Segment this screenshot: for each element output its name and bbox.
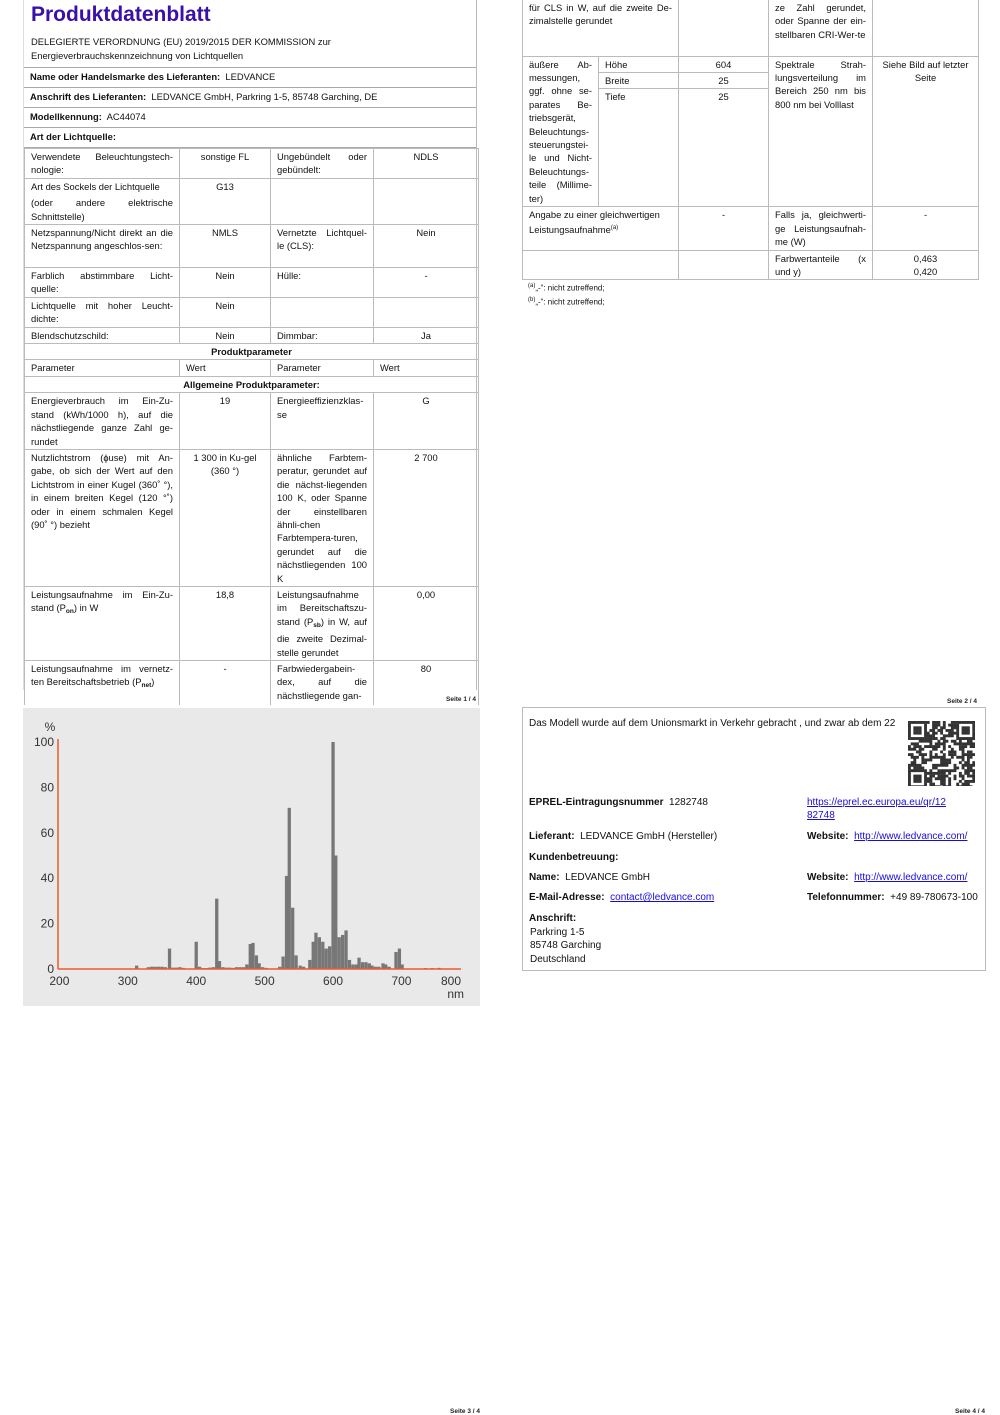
spectrum-bar <box>328 946 331 969</box>
col-header: Wert <box>180 360 271 376</box>
dim-value: 25 <box>679 89 769 207</box>
x-tick-label: 400 <box>186 974 207 988</box>
cell: Lichtquelle mit hoher Leucht-dichte: <box>25 297 180 327</box>
params-heading: Produktparameter <box>25 344 479 360</box>
spectrum-bar <box>288 808 291 969</box>
spectrum-bar <box>364 962 367 969</box>
table-row <box>523 207 979 250</box>
spectrum-bar <box>308 960 311 969</box>
model-row <box>24 108 476 128</box>
spectrum-bar <box>361 962 364 969</box>
cell: Farblich abstimmbare Licht-quelle: <box>25 268 180 298</box>
qr-code <box>908 721 975 786</box>
cell: Nein <box>180 268 271 298</box>
cell: G13 <box>180 178 271 224</box>
spectrum-bar <box>168 949 171 969</box>
cell: Vernetzte Lichtquel-le (CLS): <box>271 225 374 268</box>
spectrum-bar <box>314 933 317 969</box>
cell: Hülle: <box>271 268 374 298</box>
spectrum-bar <box>291 908 294 969</box>
cell <box>523 250 679 280</box>
regulation-line-2: Energieverbrauchskennzeichnung von Lichtquellen <box>31 50 244 61</box>
address-heading: Anschrift: <box>529 913 577 924</box>
spectrum-bar <box>325 949 328 969</box>
cell: Netzspannung/Nicht direkt an die Netzspannung angeschlos-sen: <box>25 225 180 268</box>
x-tick-label: 500 <box>254 974 275 988</box>
model-value: AC44074 <box>106 111 146 122</box>
cell <box>873 0 979 56</box>
cell: ze Zahl gerundet, oder Spanne der ein-stellbaren CRI-Wer-te <box>769 0 873 56</box>
table-row <box>25 178 479 224</box>
cell: Angabe zu einer gleichwertigen Leistungsaufnahme$^{(a)}$ <box>523 207 679 250</box>
eprel-link[interactable]: https://eprel.ec.europa.eu/qr/12 82748 <box>807 797 946 822</box>
cell: Energieverbrauch im Ein-Zu-stand (kWh/1000 h), auf die nächstliegende ganze Zahl ge-rundet <box>25 393 180 450</box>
light-source-type-heading: Art der Lichtquelle: <box>24 128 476 148</box>
table-row <box>25 661 479 705</box>
table-row <box>523 56 979 72</box>
address-label: Anschrift des Lieferanten: <box>30 91 147 102</box>
x-tick-label: 300 <box>117 974 138 988</box>
cell: Nein <box>180 327 271 343</box>
model-label: Modellkennung: <box>30 111 102 122</box>
cell: 19 <box>180 393 271 450</box>
spectrum-bar <box>394 952 397 969</box>
cell <box>374 297 479 327</box>
address-value: LEDVANCE GmbH, Parkring 1-5, 85748 Garching, DE <box>151 91 378 102</box>
cell: Nein <box>374 225 479 268</box>
dim-key: Tiefe <box>599 89 679 207</box>
email-row: E-Mail-Adresse: contact@ledvance.com <box>529 892 715 903</box>
page-number: Seite 1 / 4 <box>446 696 476 703</box>
socket-label: Art des Sockels der Lichtquelle <box>31 180 160 192</box>
spectrum-bar <box>195 942 198 969</box>
spectrum-bar <box>321 942 324 969</box>
spectrum-bar <box>258 963 261 969</box>
table-row <box>25 393 479 450</box>
website-link[interactable]: http://www.ledvance.com/ <box>854 831 968 842</box>
spectrum-bar <box>218 961 221 969</box>
x-tick-label: 700 <box>391 974 412 988</box>
footnote-b: $^{(b)}$„-“: nicht zutreffend; <box>528 297 605 307</box>
parameter-table-continued <box>522 0 979 280</box>
col-header: Wert <box>374 360 479 376</box>
address-row <box>24 88 476 108</box>
website2-row: Website: http://www.ledvance.com/ <box>807 872 968 883</box>
supplier-label: Name oder Handelsmarke des Lieferanten: <box>30 71 221 82</box>
cell: - <box>679 207 769 250</box>
table-row <box>25 149 479 179</box>
dim-key: Breite <box>599 72 679 88</box>
website2-link[interactable]: http://www.ledvance.com/ <box>854 872 968 883</box>
cell: Nein <box>180 297 271 327</box>
page-number: Seite 2 / 4 <box>947 698 977 705</box>
cell: Blendschutzschild: <box>25 327 180 343</box>
cell <box>679 250 769 280</box>
cell: NMLS <box>180 225 271 268</box>
socket-extra: (oder andere elektrische Schnittstelle) <box>31 197 173 222</box>
cell: Verwendete Beleuchtungstech-nologie: <box>25 149 180 179</box>
cell: - <box>180 661 271 705</box>
header-row <box>25 360 479 376</box>
footnote-a: $^{(a)}$„-“: nicht zutreffend; <box>528 283 605 293</box>
spd-value: Siehe Bild auf letzter Seite <box>873 56 979 207</box>
cell <box>374 178 479 224</box>
name-row: Name: LEDVANCE GmbH <box>529 872 650 883</box>
cell: Energieeffizienzklas-se <box>271 393 374 450</box>
page-number: Seite 3 / 4 <box>450 1408 480 1415</box>
cell: - <box>873 207 979 250</box>
cell: 80 <box>374 661 479 705</box>
cell: Falls ja, gleichwerti-ge Leistungsaufnah-me (W) <box>769 207 873 250</box>
spectrum-bar <box>281 957 284 969</box>
supplier-row <box>24 68 476 88</box>
page-4 <box>522 707 986 971</box>
cell: Dimmbar: <box>271 327 374 343</box>
page-title: Produktdatenblatt <box>31 3 211 26</box>
cell: 1 300 in Ku-gel (360 °) <box>180 449 271 586</box>
cell: ähnliche Farbtem-peratur, gerundet auf die nächst-liegenden 100 K, oder Spanne der einstellbaren ähnli-chen Farbtempera-turen, gerundet auf die nächstliegenden 100 K <box>271 449 374 586</box>
dim-value: 25 <box>679 72 769 88</box>
x-axis-label: nm <box>447 987 464 1001</box>
cell: 2 700 <box>374 449 479 586</box>
spectrum-bar <box>215 899 218 969</box>
supplier-value: LEDVANCE <box>225 71 276 82</box>
spectrum-bar <box>344 930 347 969</box>
light-source-table <box>24 148 479 705</box>
cell: G <box>374 393 479 450</box>
spectrum-bar <box>341 935 344 969</box>
spectrum-bar <box>338 937 341 969</box>
cell: 0,00 <box>374 586 479 660</box>
cell: sonstige FL <box>180 149 271 179</box>
cell <box>25 178 180 224</box>
table-row <box>25 297 479 327</box>
cell <box>679 0 769 56</box>
col-header: Parameter <box>271 360 374 376</box>
page-2 <box>522 0 978 307</box>
y-tick-label: 60 <box>40 825 54 840</box>
supplier-row: Lieferant: LEDVANCE GmbH (Hersteller) <box>529 831 718 842</box>
cell <box>271 178 374 224</box>
cell <box>271 297 374 327</box>
table-row <box>25 268 479 298</box>
spectrum-bar <box>318 937 321 969</box>
cell: Ja <box>374 327 479 343</box>
market-intro: Das Modell wurde auf dem Unionsmarkt in Verkehr gebracht , und zwar ab dem 22 <box>529 718 896 729</box>
spd-label: Spektrale Strah-lungsverteilung im Bereich 250 nm bis 800 nm bei Volllast <box>769 56 873 207</box>
spectrum-bar <box>251 943 254 969</box>
cell: für CLS in W, auf die zweite De-zimalstelle gerundet <box>523 0 679 56</box>
y-tick-label: 40 <box>40 871 54 886</box>
table-row <box>25 586 479 660</box>
spectrum-bar <box>334 856 337 970</box>
address-block: Parkring 1-5 85748 Garching Deutschland <box>530 927 602 965</box>
cell: Farbwiedergabein-dex, auf die nächstliegende gan- <box>271 661 374 705</box>
cell: Leistungsaufnahme im Ein-Zu-stand $(P_{on})$ in W <box>25 586 180 660</box>
table-row <box>25 327 479 343</box>
y-tick-label: 20 <box>40 916 54 931</box>
x-tick-label: 200 <box>49 974 70 988</box>
cell: Ungebündelt oder gebündelt: <box>271 149 374 179</box>
cell: Leistungsaufnahme im vernetz-ten Bereitschaftsbetrieb $(P_{net})$ <box>25 661 180 705</box>
spectrum-bar <box>294 955 297 969</box>
cell: Farbwertanteile (x und y) <box>769 250 873 280</box>
dim-value: 604 <box>679 56 769 72</box>
table-row <box>523 0 979 56</box>
cell: NDLS <box>374 149 479 179</box>
page-number: Seite 4 / 4 <box>955 1408 985 1415</box>
cell: 18,8 <box>180 586 271 660</box>
y-tick-label: 0 <box>47 962 54 976</box>
spectrum-bar <box>348 960 351 969</box>
table-row <box>25 449 479 586</box>
y-axis-label: % <box>44 720 56 734</box>
dimensions-label: äußere Ab-messungen, ggf. ohne se-parates Be-triebsgerät, Beleuchtungs-steuerungstei-le und Nicht-Beleuchtungs-teile (Millime-ter) <box>523 56 599 207</box>
support-heading: Kundenbetreuung: <box>529 852 619 863</box>
spectral-distribution-chart <box>23 708 480 1006</box>
y-tick-label: 100 <box>33 735 54 749</box>
table-row <box>523 250 979 280</box>
phone-row: Telefonnummer: +49 89-780673-100 <box>807 892 978 903</box>
website-row: Website: http://www.ledvance.com/ <box>807 831 968 842</box>
eprel-row: EPREL-Eintragungsnummer 1282748 <box>529 797 708 808</box>
regulation-line-1: DELEGIERTE VERORDNUNG (EU) 2019/2015 DER KOMMISSION zur <box>31 36 331 47</box>
cell: - <box>374 268 479 298</box>
general-heading: Allgemeine Produktparameter: <box>25 376 479 392</box>
y-tick-label: 80 <box>40 780 54 795</box>
regulation-text <box>24 32 476 68</box>
col-header: Parameter <box>25 360 180 376</box>
email-link[interactable]: contact@ledvance.com <box>610 892 715 903</box>
cell: 0,463 0,420 <box>873 250 979 280</box>
dim-key: Höhe <box>599 56 679 72</box>
table-row <box>25 225 479 268</box>
x-tick-label: 600 <box>323 974 344 988</box>
x-tick-label: 800 <box>440 974 462 988</box>
cell: Leistungsaufnahme im Bereitschaftszu-stand $(P_{sb})$ in W, auf die zweite Dezimal-stelle gerundet <box>271 586 374 660</box>
spectrum-bar <box>357 958 360 969</box>
cell: Nutzlichtstrom (ɸuse) mit An-gabe, ob sich der Wert auf den Lichtstrom in einer Kugel (360˚ °), in einem breiten Kegel (120 °˚) oder in einem schmalen Kegel (90˚ °) bezieht <box>25 449 180 586</box>
